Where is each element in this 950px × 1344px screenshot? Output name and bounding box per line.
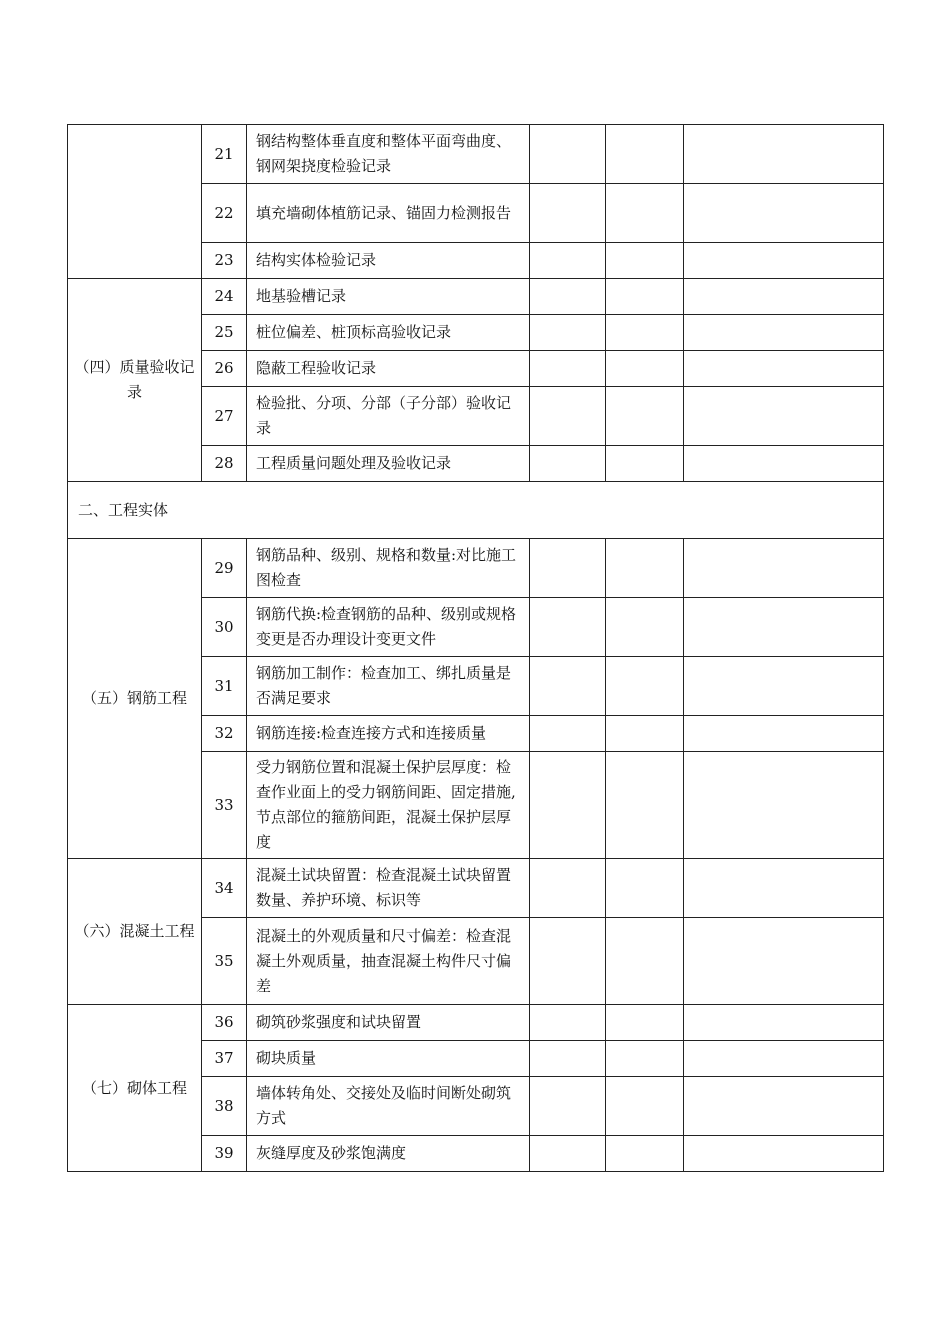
- blank-cell: [530, 1005, 606, 1041]
- blank-cell: [684, 279, 884, 315]
- row-number: 33: [202, 752, 247, 859]
- row-number: 29: [202, 539, 247, 598]
- blank-cell: [606, 1136, 684, 1172]
- blank-cell: [684, 125, 884, 184]
- row-number: 31: [202, 657, 247, 716]
- blank-cell: [684, 598, 884, 657]
- table-row: [68, 859, 884, 918]
- blank-cell: [606, 859, 684, 918]
- table-row: [68, 539, 884, 598]
- blank-cell: [530, 387, 606, 446]
- blank-cell: [684, 184, 884, 243]
- blank-cell: [684, 446, 884, 482]
- row-item: 桩位偏差、桩顶标高验收记录: [247, 315, 530, 351]
- row-number: 34: [202, 859, 247, 918]
- category-cell: （四）质量验收记录: [68, 279, 202, 482]
- blank-cell: [684, 716, 884, 752]
- blank-cell: [606, 446, 684, 482]
- blank-cell: [684, 657, 884, 716]
- blank-cell: [606, 918, 684, 1005]
- section-header: 二、工程实体: [68, 482, 884, 539]
- row-number: 21: [202, 125, 247, 184]
- row-number: 27: [202, 387, 247, 446]
- blank-cell: [684, 387, 884, 446]
- blank-cell: [606, 1041, 684, 1077]
- category-cell: （七）砌体工程: [68, 1005, 202, 1172]
- blank-cell: [684, 1041, 884, 1077]
- blank-cell: [606, 598, 684, 657]
- blank-cell: [606, 243, 684, 279]
- blank-cell: [606, 315, 684, 351]
- blank-cell: [684, 243, 884, 279]
- blank-cell: [530, 716, 606, 752]
- row-item: 工程质量问题处理及验收记录: [247, 446, 530, 482]
- blank-cell: [530, 1041, 606, 1077]
- blank-cell: [684, 315, 884, 351]
- row-number: 39: [202, 1136, 247, 1172]
- blank-cell: [530, 539, 606, 598]
- blank-cell: [530, 859, 606, 918]
- blank-cell: [530, 315, 606, 351]
- row-number: 22: [202, 184, 247, 243]
- blank-cell: [684, 859, 884, 918]
- row-item: 混凝土试块留置：检查混凝土试块留置数量、养护环境、标识等: [247, 859, 530, 918]
- row-item: 钢结构整体垂直度和整体平面弯曲度、钢网架挠度检验记录: [247, 125, 530, 184]
- row-number: 28: [202, 446, 247, 482]
- blank-cell: [530, 598, 606, 657]
- category-cell: （六）混凝土工程: [68, 859, 202, 1005]
- blank-cell: [530, 446, 606, 482]
- blank-cell: [606, 351, 684, 387]
- blank-cell: [684, 918, 884, 1005]
- row-item: 灰缝厚度及砂浆饱满度: [247, 1136, 530, 1172]
- inspection-table: [67, 124, 884, 1172]
- row-item: 钢筋品种、级别、规格和数量:对比施工图检查: [247, 539, 530, 598]
- row-number: 25: [202, 315, 247, 351]
- row-item: 钢筋连接:检查连接方式和连接质量: [247, 716, 530, 752]
- blank-cell: [684, 752, 884, 859]
- section-header-row: [68, 482, 884, 539]
- blank-cell: [530, 279, 606, 315]
- row-number: 24: [202, 279, 247, 315]
- blank-cell: [606, 125, 684, 184]
- blank-cell: [606, 279, 684, 315]
- blank-cell: [606, 716, 684, 752]
- blank-cell: [684, 351, 884, 387]
- row-number: 38: [202, 1077, 247, 1136]
- blank-cell: [606, 1077, 684, 1136]
- category-cell-empty: [68, 125, 202, 279]
- table-row: [68, 1005, 884, 1041]
- blank-cell: [606, 657, 684, 716]
- blank-cell: [684, 1005, 884, 1041]
- row-number: 32: [202, 716, 247, 752]
- blank-cell: [684, 539, 884, 598]
- blank-cell: [530, 1136, 606, 1172]
- row-item: 地基验槽记录: [247, 279, 530, 315]
- blank-cell: [530, 351, 606, 387]
- row-number: 36: [202, 1005, 247, 1041]
- blank-cell: [606, 184, 684, 243]
- table-row: [68, 279, 884, 315]
- blank-cell: [606, 752, 684, 859]
- blank-cell: [530, 1077, 606, 1136]
- row-item: 结构实体检验记录: [247, 243, 530, 279]
- row-item: 填充墙砌体植筋记录、锚固力检测报告: [247, 184, 530, 243]
- blank-cell: [684, 1077, 884, 1136]
- row-item: 砌块质量: [247, 1041, 530, 1077]
- blank-cell: [606, 387, 684, 446]
- blank-cell: [684, 1136, 884, 1172]
- category-cell: （五）钢筋工程: [68, 539, 202, 859]
- row-item: 钢筋代换:检查钢筋的品种、级别或规格变更是否办理设计变更文件: [247, 598, 530, 657]
- blank-cell: [530, 243, 606, 279]
- blank-cell: [530, 918, 606, 1005]
- blank-cell: [530, 184, 606, 243]
- blank-cell: [606, 1005, 684, 1041]
- row-number: 23: [202, 243, 247, 279]
- row-number: 30: [202, 598, 247, 657]
- row-number: 35: [202, 918, 247, 1005]
- row-item: 隐蔽工程验收记录: [247, 351, 530, 387]
- row-item: 受力钢筋位置和混凝土保护层厚度：检查作业面上的受力钢筋间距、固定措施,节点部位的箍筋间距，混凝土保护层厚度: [247, 752, 530, 859]
- blank-cell: [606, 539, 684, 598]
- blank-cell: [530, 752, 606, 859]
- row-item: 检验批、分项、分部（子分部）验收记录: [247, 387, 530, 446]
- row-item: 墙体转角处、交接处及临时间断处砌筑方式: [247, 1077, 530, 1136]
- row-number: 37: [202, 1041, 247, 1077]
- row-item: 钢筋加工制作：检查加工、绑扎质量是否满足要求: [247, 657, 530, 716]
- blank-cell: [530, 125, 606, 184]
- row-item: 砌筑砂浆强度和试块留置: [247, 1005, 530, 1041]
- table-row: [68, 125, 884, 184]
- blank-cell: [530, 657, 606, 716]
- row-number: 26: [202, 351, 247, 387]
- row-item: 混凝土的外观质量和尺寸偏差：检查混凝土外观质量，抽查混凝土构件尺寸偏差: [247, 918, 530, 1005]
